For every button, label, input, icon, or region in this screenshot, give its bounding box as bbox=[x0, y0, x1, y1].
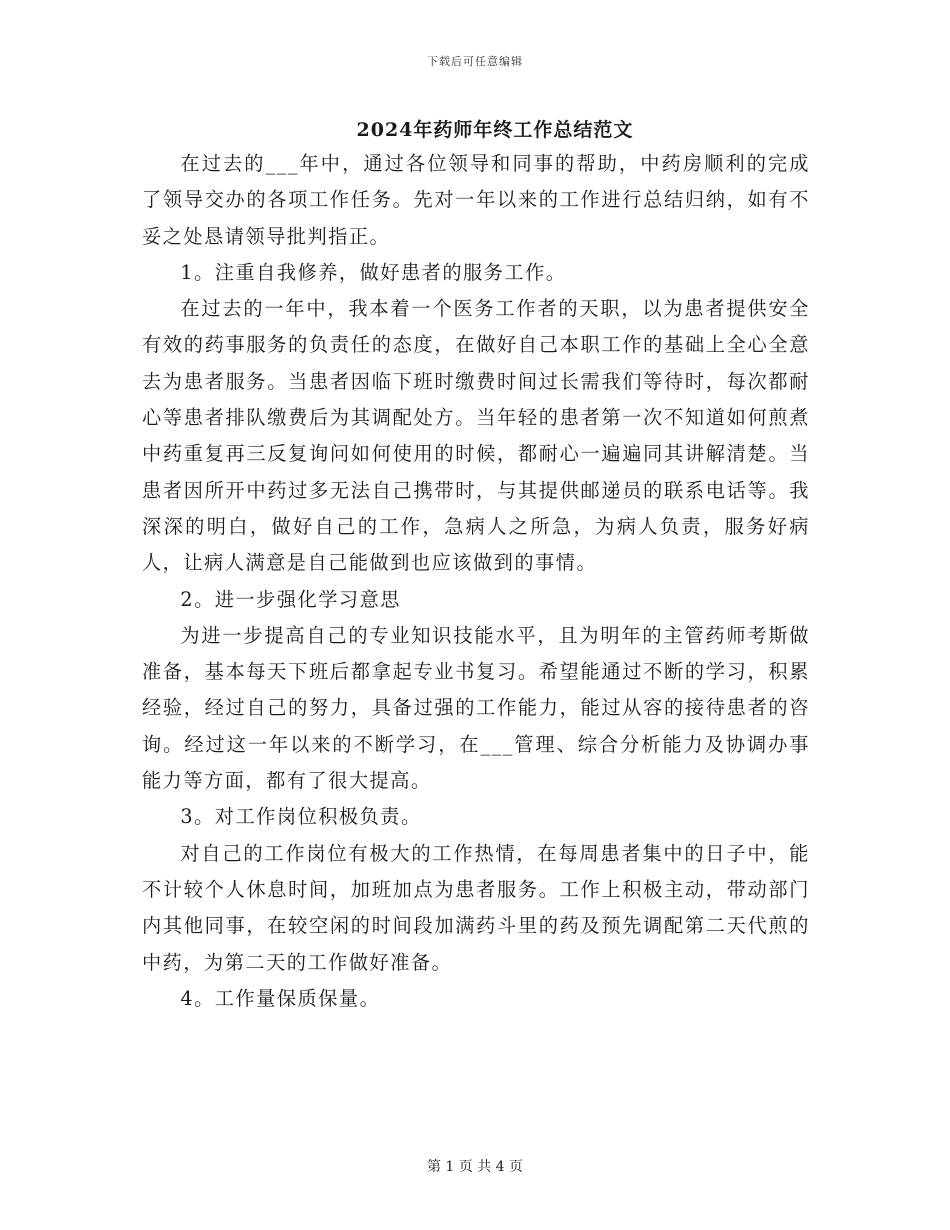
page-number-footer: 第 1 页 共 4 页 bbox=[426, 1159, 524, 1175]
paragraph-section-2: 为进一步提高自己的专业知识技能水平，且为明年的主管药师考斯做准备，基本每天下班后都拿起专业书复习。希望能通过不断的学习，积累经验，经过自己的努力，具备过强的工作能力，能过从容的接待患者的咨询。经过这一年以来的不断学习，在___管理、综合分析能力及协调办事能力等方面，都有了很大提高。 bbox=[142, 623, 810, 793]
paragraph-intro: 在过去的___年中，通过各位领导和同事的帮助，中药房顺利的完成了领导交办的各项工作任务。先对一年以来的工作进行总结归纳，如有不妥之处恳请领导批判指正。 bbox=[142, 152, 810, 248]
paragraph-heading-1: 1。注重自我修养，做好患者的服务工作。 bbox=[180, 260, 567, 284]
paragraph-heading-2: 2。进一步强化学习意思 bbox=[180, 587, 401, 611]
header-note: 下载后可任意编辑 bbox=[427, 55, 523, 68]
paragraph-heading-3: 3。对工作岗位积极负责。 bbox=[180, 805, 422, 829]
paragraph-section-1: 在过去的一年中，我本着一个医务工作者的天职，以为患者提供安全有效的药事服务的负责任的态度，在做好自己本职工作的基础上全心全意去为患者服务。当患者因临下班时缴费时间过长需我们等待时，每次都耐心等患者排队缴费后为其调配处方。当年轻的患者第一次不知道如何煎煮中药重复再三反复询问如何使用的时候，都耐心一遍遍同其讲解清楚。当患者因所开中药过多无法自己携带时，与其提供邮递员的联系电话等。我深深的明白，做好自己的工作，急病人之所急，为病人负责，服务好病人，让病人满意是自己能做到也应该做到的事情。 bbox=[142, 297, 810, 575]
paragraph-section-3: 对自己的工作岗位有极大的工作热情，在每周患者集中的日子中，能不计较个人休息时间，加班加点为患者服务。工作上积极主动，带动部门内其他同事，在较空闲的时间段加满药斗里的药及预先调配第二天代煎的中药，为第二天的工作做好准备。 bbox=[142, 841, 810, 974]
document-body bbox=[142, 146, 810, 1017]
paragraph-heading-4: 4。工作量保质保量。 bbox=[180, 986, 381, 1010]
document-title: 2024年药师年终工作总结范文 bbox=[356, 119, 634, 141]
